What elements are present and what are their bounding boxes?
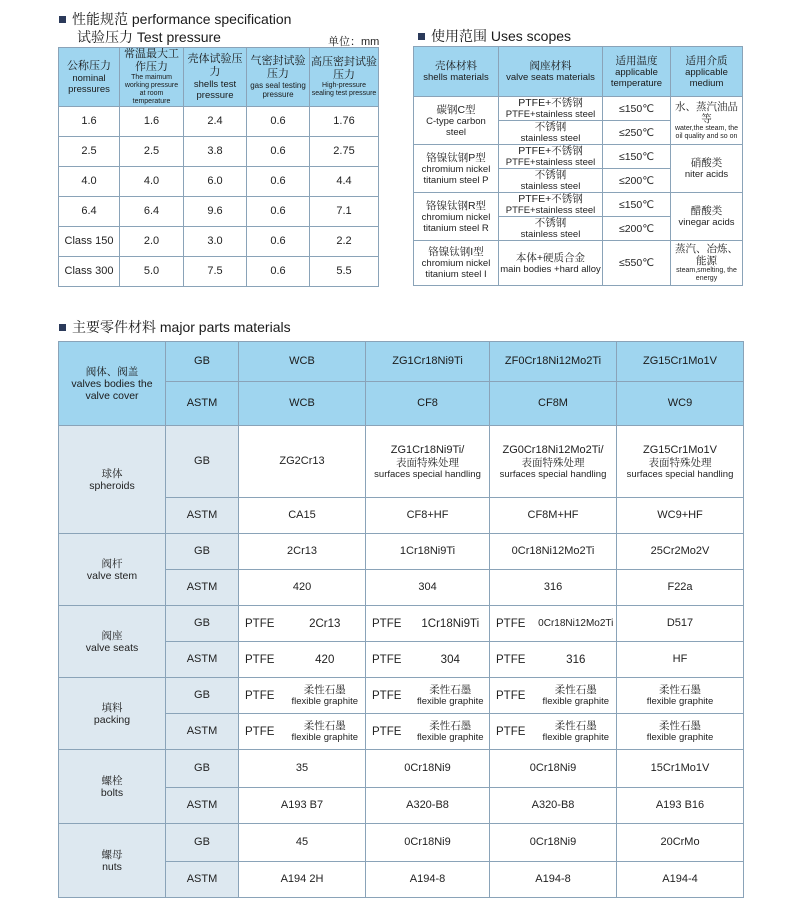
standard-label: ASTM (166, 642, 239, 678)
material-cell: A320-B8 (490, 788, 617, 824)
perf-header-cell: 气密封试验压力 gas seal testing pressure (247, 48, 310, 107)
perf-cell: 3.0 (184, 227, 247, 257)
material-cell: ZG15Cr1Mo1V 表面特殊处理 surfaces special handling (617, 426, 744, 498)
row-label-valve-stem: 阀杆 valve stem (59, 534, 166, 606)
material-cell: 柔性石墨 flexible graphite (285, 678, 366, 714)
material-cell: A194 2H (239, 862, 366, 898)
material-cell: 柔性石墨 flexible graphite (285, 714, 366, 750)
material-cell: D517 (617, 606, 744, 642)
perf-cell: 2.5 (120, 137, 184, 167)
perf-cell: 0.6 (247, 197, 310, 227)
scopes-title-en: Uses scopes (490, 28, 572, 44)
standard-label: ASTM (166, 382, 239, 426)
seat-material-cell: PTFE+不锈钢 PTFE+stainless steel (499, 145, 603, 169)
material-cell: 0Cr18Ni12Mo2Ti (490, 534, 617, 570)
perf-spec-title (59, 11, 291, 28)
material-cell: 柔性石墨 flexible graphite (536, 714, 617, 750)
standard-label: ASTM (166, 862, 239, 898)
seat-material-cell: 不锈钢 stainless steel (499, 121, 603, 145)
material-cell: A194-8 (366, 862, 490, 898)
temp-cell: ≤250℃ (603, 121, 671, 145)
seat-material-cell: PTFE+不锈钢 PTFE+stainless steel (499, 193, 603, 217)
material-cell: 2Cr13 (285, 606, 366, 642)
material-cell: 1Cr18Ni9Ti (366, 534, 490, 570)
table-row (59, 227, 379, 257)
ptfe-cell: PTFE (239, 642, 285, 678)
table-row (414, 193, 743, 217)
material-cell: 柔性石墨 flexible graphite (617, 678, 744, 714)
bullet-icon (59, 324, 66, 331)
ptfe-cell: PTFE (239, 678, 285, 714)
perf-cell: 0.6 (247, 227, 310, 257)
parts-title-cn: 主要零件材料 (72, 319, 156, 335)
perf-cell: 9.6 (184, 197, 247, 227)
standard-label: GB (166, 824, 239, 862)
scopes-title-cn: 使用范围 (431, 28, 487, 44)
perf-cell: 2.0 (120, 227, 184, 257)
perf-header-cell: 壳体试验压力 shells test pressure (184, 48, 247, 107)
table-row (59, 824, 744, 862)
material-cell: 柔性石墨 flexible graphite (412, 678, 490, 714)
scopes-header-cell: 适用温度 applicable temperature (603, 47, 671, 97)
row-label-packing: 填料 packing (59, 678, 166, 750)
seat-material-cell: 本体+硬质合金 main bodies +hard alloy (499, 241, 603, 286)
material-cell: F22a (617, 570, 744, 606)
material-cell: 45 (239, 824, 366, 862)
material-cell: 0Cr18Ni12Mo2Ti (536, 606, 617, 642)
medium-cell: 醋酸类 vinegar acids (671, 193, 743, 241)
temp-cell: ≤550℃ (603, 241, 671, 286)
standard-label: GB (166, 750, 239, 788)
material-cell: 0Cr18Ni9 (366, 750, 490, 788)
standard-label: GB (166, 342, 239, 382)
shell-material-cell: 铬镍钛钢R型 chromium nickel titanium steel R (414, 193, 499, 241)
perf-cell: 5.5 (310, 257, 379, 287)
ptfe-cell: PTFE (490, 606, 536, 642)
standard-label: GB (166, 534, 239, 570)
row-label-valve-body: 阀体、阀盖 valves bodies the valve cover (59, 342, 166, 426)
standard-label: ASTM (166, 714, 239, 750)
perf-cell: 7.5 (184, 257, 247, 287)
seat-material-cell: 不锈钢 stainless steel (499, 169, 603, 193)
perf-cell: Class 300 (59, 257, 120, 287)
shell-material-cell: 铬镍钛钢P型 chromium nickel titanium steel P (414, 145, 499, 193)
standard-label: GB (166, 678, 239, 714)
standard-label: GB (166, 606, 239, 642)
table-row (59, 678, 744, 714)
medium-cell: 蒸汽、冶炼、能源 steam,smelting, the energy (671, 241, 743, 286)
perf-cell: 3.8 (184, 137, 247, 167)
material-cell: 35 (239, 750, 366, 788)
perf-cell: 1.76 (310, 107, 379, 137)
ptfe-cell: PTFE (490, 678, 536, 714)
test-pressure-title (77, 29, 221, 46)
perf-cell: 0.6 (247, 107, 310, 137)
material-cell: HF (617, 642, 744, 678)
perf-cell: 1.6 (59, 107, 120, 137)
test-pressure-cn: 试验压力 (77, 29, 133, 45)
ptfe-cell: PTFE (239, 606, 285, 642)
standard-label: GB (166, 426, 239, 498)
perf-cell: 0.6 (247, 137, 310, 167)
table-row (59, 137, 379, 167)
perf-cell: 2.4 (184, 107, 247, 137)
scopes-header-cell: 阀座材料 valve seats materials (499, 47, 603, 97)
material-cell: WCB (239, 342, 366, 382)
medium-cell: 水、蒸汽油品等 water,the steam, the oil quality and so on (671, 97, 743, 145)
material-cell: ZF0Cr18Ni12Mo2Ti (490, 342, 617, 382)
table-row (59, 342, 744, 382)
bullet-icon (59, 16, 66, 23)
test-pressure-en: Test pressure (136, 29, 221, 45)
ptfe-cell: PTFE (366, 714, 412, 750)
standard-label: ASTM (166, 570, 239, 606)
material-cell: 420 (285, 642, 366, 678)
perf-header-row (59, 48, 379, 107)
material-cell: CF8 (366, 382, 490, 426)
table-row (59, 750, 744, 788)
perf-table (58, 47, 379, 287)
table-row (59, 606, 744, 642)
seat-material-cell: PTFE+不锈钢 PTFE+stainless steel (499, 97, 603, 121)
material-cell: ZG1Cr18Ni9Ti (366, 342, 490, 382)
table-row (59, 534, 744, 570)
material-cell: A193 B7 (239, 788, 366, 824)
standard-label: ASTM (166, 498, 239, 534)
ptfe-cell: PTFE (366, 642, 412, 678)
material-cell: 1Cr18Ni9Ti (412, 606, 490, 642)
material-cell: CF8+HF (366, 498, 490, 534)
material-cell: 316 (536, 642, 617, 678)
perf-cell: 6.4 (59, 197, 120, 227)
table-row (59, 197, 379, 227)
shell-material-cell: 铬镍钛钢I型 chromium nickel titanium steel I (414, 241, 499, 286)
medium-cell: 硝酸类 niter acids (671, 145, 743, 193)
perf-cell: 2.2 (310, 227, 379, 257)
perf-cell: 6.0 (184, 167, 247, 197)
scopes-table (413, 46, 743, 286)
table-row (414, 97, 743, 121)
material-cell: 0Cr18Ni9 (490, 824, 617, 862)
material-cell: A194-8 (490, 862, 617, 898)
perf-cell: 4.4 (310, 167, 379, 197)
perf-title-cn: 性能规范 (72, 11, 128, 27)
material-cell: 柔性石墨 flexible graphite (536, 678, 617, 714)
row-label-bolts: 螺栓 bolts (59, 750, 166, 824)
material-cell: 0Cr18Ni9 (490, 750, 617, 788)
material-cell: WC9 (617, 382, 744, 426)
material-cell: 20CrMo (617, 824, 744, 862)
material-cell: 15Cr1Mo1V (617, 750, 744, 788)
material-cell: 304 (366, 570, 490, 606)
temp-cell: ≤200℃ (603, 169, 671, 193)
shell-material-cell: 碳钢C型 C-type carbon steel (414, 97, 499, 145)
perf-header-cell: 高压密封试验压力 High-pressure sealing test pressure (310, 48, 379, 107)
material-cell: A194-4 (617, 862, 744, 898)
perf-title-en: performance specification (131, 11, 292, 27)
temp-cell: ≤150℃ (603, 193, 671, 217)
scopes-header-cell: 适用介质 applicable medium (671, 47, 743, 97)
material-cell: 柔性石墨 flexible graphite (617, 714, 744, 750)
perf-cell: 2.5 (59, 137, 120, 167)
table-row (59, 107, 379, 137)
material-cell: ZG2Cr13 (239, 426, 366, 498)
material-cell: WC9+HF (617, 498, 744, 534)
table-row (414, 145, 743, 169)
perf-cell: 5.0 (120, 257, 184, 287)
temp-cell: ≤200℃ (603, 217, 671, 241)
table-row (59, 167, 379, 197)
material-cell: ZG1Cr18Ni9Ti/ 表面特殊处理 surfaces special handling (366, 426, 490, 498)
perf-cell: 7.1 (310, 197, 379, 227)
material-cell: ZG0Cr18Ni12Mo2Ti/ 表面特殊处理 surfaces special handling (490, 426, 617, 498)
scopes-header-row (414, 47, 743, 97)
material-cell: CF8M (490, 382, 617, 426)
material-cell: WCB (239, 382, 366, 426)
unit-label: 单位：mm (328, 36, 380, 48)
material-cell: ZG15Cr1Mo1V (617, 342, 744, 382)
table-row (414, 241, 743, 286)
bullet-icon (418, 33, 425, 40)
material-cell: 0Cr18Ni9 (366, 824, 490, 862)
ptfe-cell: PTFE (366, 678, 412, 714)
uses-scopes-title (418, 28, 571, 45)
material-cell: A193 B16 (617, 788, 744, 824)
perf-cell: 4.0 (120, 167, 184, 197)
temp-cell: ≤150℃ (603, 97, 671, 121)
parts-title-en: major parts materials (159, 319, 291, 335)
material-cell: 25Cr2Mo2V (617, 534, 744, 570)
perf-cell: 0.6 (247, 257, 310, 287)
ptfe-cell: PTFE (490, 642, 536, 678)
material-cell: 316 (490, 570, 617, 606)
row-label-spheroids: 球体 spheroids (59, 426, 166, 534)
parts-table (58, 341, 744, 898)
material-cell: 420 (239, 570, 366, 606)
scopes-header-cell: 壳体材料 shells materials (414, 47, 499, 97)
perf-cell: 2.75 (310, 137, 379, 167)
material-cell: CF8M+HF (490, 498, 617, 534)
material-cell: 304 (412, 642, 490, 678)
perf-header-cell: 公称压力 nominal pressures (59, 48, 120, 107)
perf-cell: 4.0 (59, 167, 120, 197)
table-row (59, 257, 379, 287)
ptfe-cell: PTFE (490, 714, 536, 750)
standard-label: ASTM (166, 788, 239, 824)
material-cell: 柔性石墨 flexible graphite (412, 714, 490, 750)
perf-cell: Class 150 (59, 227, 120, 257)
ptfe-cell: PTFE (239, 714, 285, 750)
seat-material-cell: 不锈钢 stainless steel (499, 217, 603, 241)
major-parts-title (59, 319, 291, 336)
material-cell: 2Cr13 (239, 534, 366, 570)
perf-cell: 1.6 (120, 107, 184, 137)
row-label-nuts: 螺母 nuts (59, 824, 166, 898)
table-row (59, 426, 744, 498)
material-cell: CA15 (239, 498, 366, 534)
perf-cell: 0.6 (247, 167, 310, 197)
perf-header-cell: 常温最大工作压力 The maimum working pressure at room temperature (120, 48, 184, 107)
temp-cell: ≤150℃ (603, 145, 671, 169)
material-cell: A320-B8 (366, 788, 490, 824)
ptfe-cell: PTFE (366, 606, 412, 642)
row-label-valve-seats: 阀座 valve seats (59, 606, 166, 678)
perf-cell: 6.4 (120, 197, 184, 227)
